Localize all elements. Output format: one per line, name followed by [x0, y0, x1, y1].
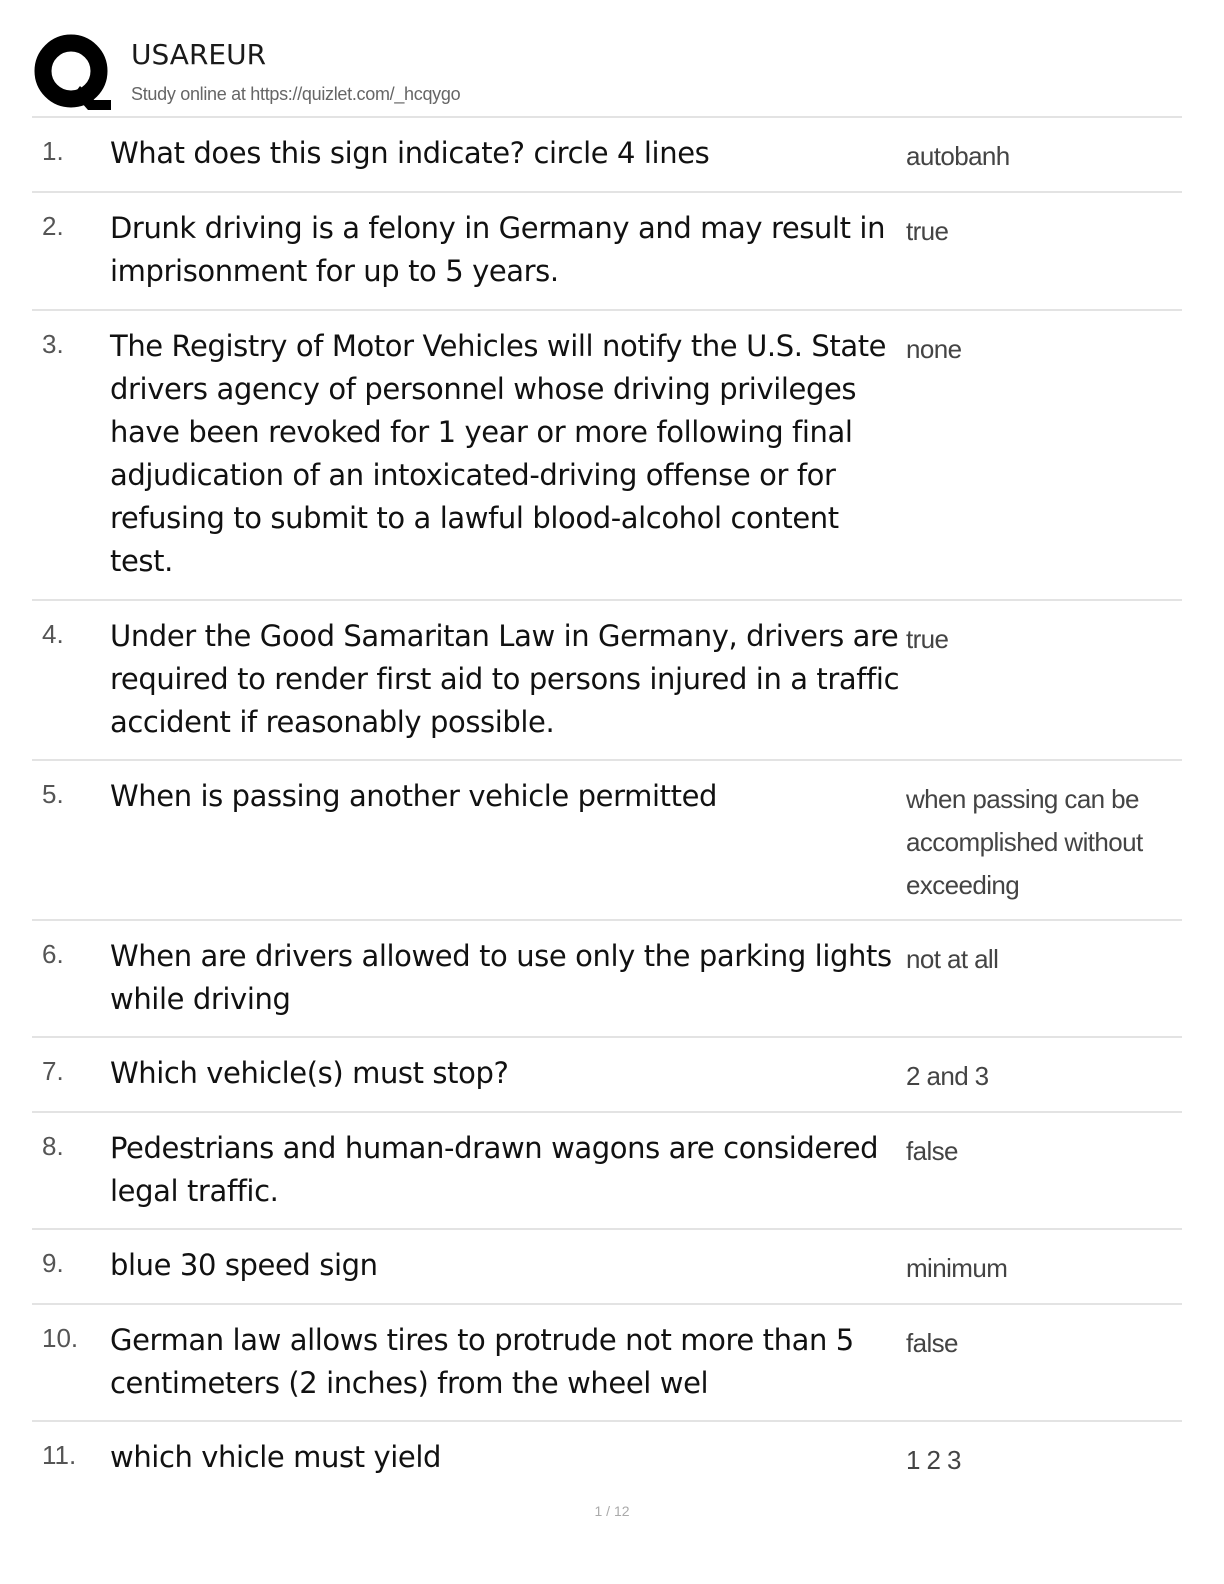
list-item — [32, 1038, 1182, 1113]
item-answer: 2 and 3 — [906, 1061, 989, 1091]
page-header — [34, 34, 1182, 116]
item-answer: not at all — [906, 944, 999, 974]
list-item — [32, 311, 1182, 601]
list-item — [32, 1422, 1182, 1502]
item-answer: none — [906, 334, 962, 364]
term-list — [32, 116, 1182, 1502]
item-number: 2. — [42, 211, 64, 241]
list-item — [32, 601, 1182, 761]
item-answer: true — [906, 624, 949, 654]
list-item — [32, 193, 1182, 311]
item-question: Drunk driving is a felony in Germany and may result in imprisonment for up to 5 years. — [110, 211, 886, 288]
item-answer: autobanh — [906, 141, 1010, 171]
item-number: 9. — [42, 1248, 64, 1278]
item-question: When are drivers allowed to use only the parking lights while driving — [110, 939, 892, 1016]
study-online-link[interactable]: Study online at https://quizlet.com/_hcqygo — [131, 84, 461, 104]
item-answer: 1 2 3 — [906, 1445, 961, 1475]
item-question: blue 30 speed sign — [110, 1248, 378, 1282]
item-answer: minimum — [906, 1253, 1008, 1283]
quizlet-logo-icon — [34, 34, 112, 112]
item-question: Which vehicle(s) must stop? — [110, 1056, 509, 1090]
list-item — [32, 1305, 1182, 1422]
page-number: 1 / 12 — [594, 1503, 630, 1519]
item-question: What does this sign indicate? circle 4 lines — [110, 136, 710, 170]
item-number: 1. — [42, 136, 64, 166]
set-title: USAREUR — [131, 38, 267, 71]
list-item — [32, 761, 1182, 921]
item-number: 6. — [42, 939, 64, 969]
item-answer: true — [906, 216, 949, 246]
item-question: which vhicle must yield — [110, 1440, 442, 1474]
item-number: 11. — [42, 1440, 77, 1470]
item-number: 7. — [42, 1056, 64, 1086]
item-answer: when passing can be accomplished without exceeding — [906, 784, 1143, 900]
list-item — [32, 118, 1182, 193]
item-number: 8. — [42, 1131, 64, 1161]
item-number: 3. — [42, 329, 64, 359]
item-number: 10. — [42, 1323, 79, 1353]
list-item — [32, 1113, 1182, 1230]
item-number: 4. — [42, 619, 64, 649]
item-question: Pedestrians and human-drawn wagons are considered legal traffic. — [110, 1131, 879, 1208]
list-item — [32, 1230, 1182, 1305]
item-answer: false — [906, 1328, 958, 1358]
list-item — [32, 921, 1182, 1038]
item-question: The Registry of Motor Vehicles will notify the U.S. State drivers agency of personnel whose driving privileges have been revoked for 1 year or more following final adjudication of an intoxicated-driving offense or for refusing to submit to a lawful blood-alcohol content test. — [110, 329, 887, 578]
item-question: When is passing another vehicle permitted — [110, 779, 718, 813]
item-answer: false — [906, 1136, 958, 1166]
item-question: Under the Good Samaritan Law in Germany, drivers are required to render first aid to persons injured in a traffic accident if reasonably possible. — [110, 619, 900, 739]
item-number: 5. — [42, 779, 64, 809]
item-question: German law allows tires to protrude not more than 5 centimeters (2 inches) from the wheel wel — [110, 1323, 854, 1400]
